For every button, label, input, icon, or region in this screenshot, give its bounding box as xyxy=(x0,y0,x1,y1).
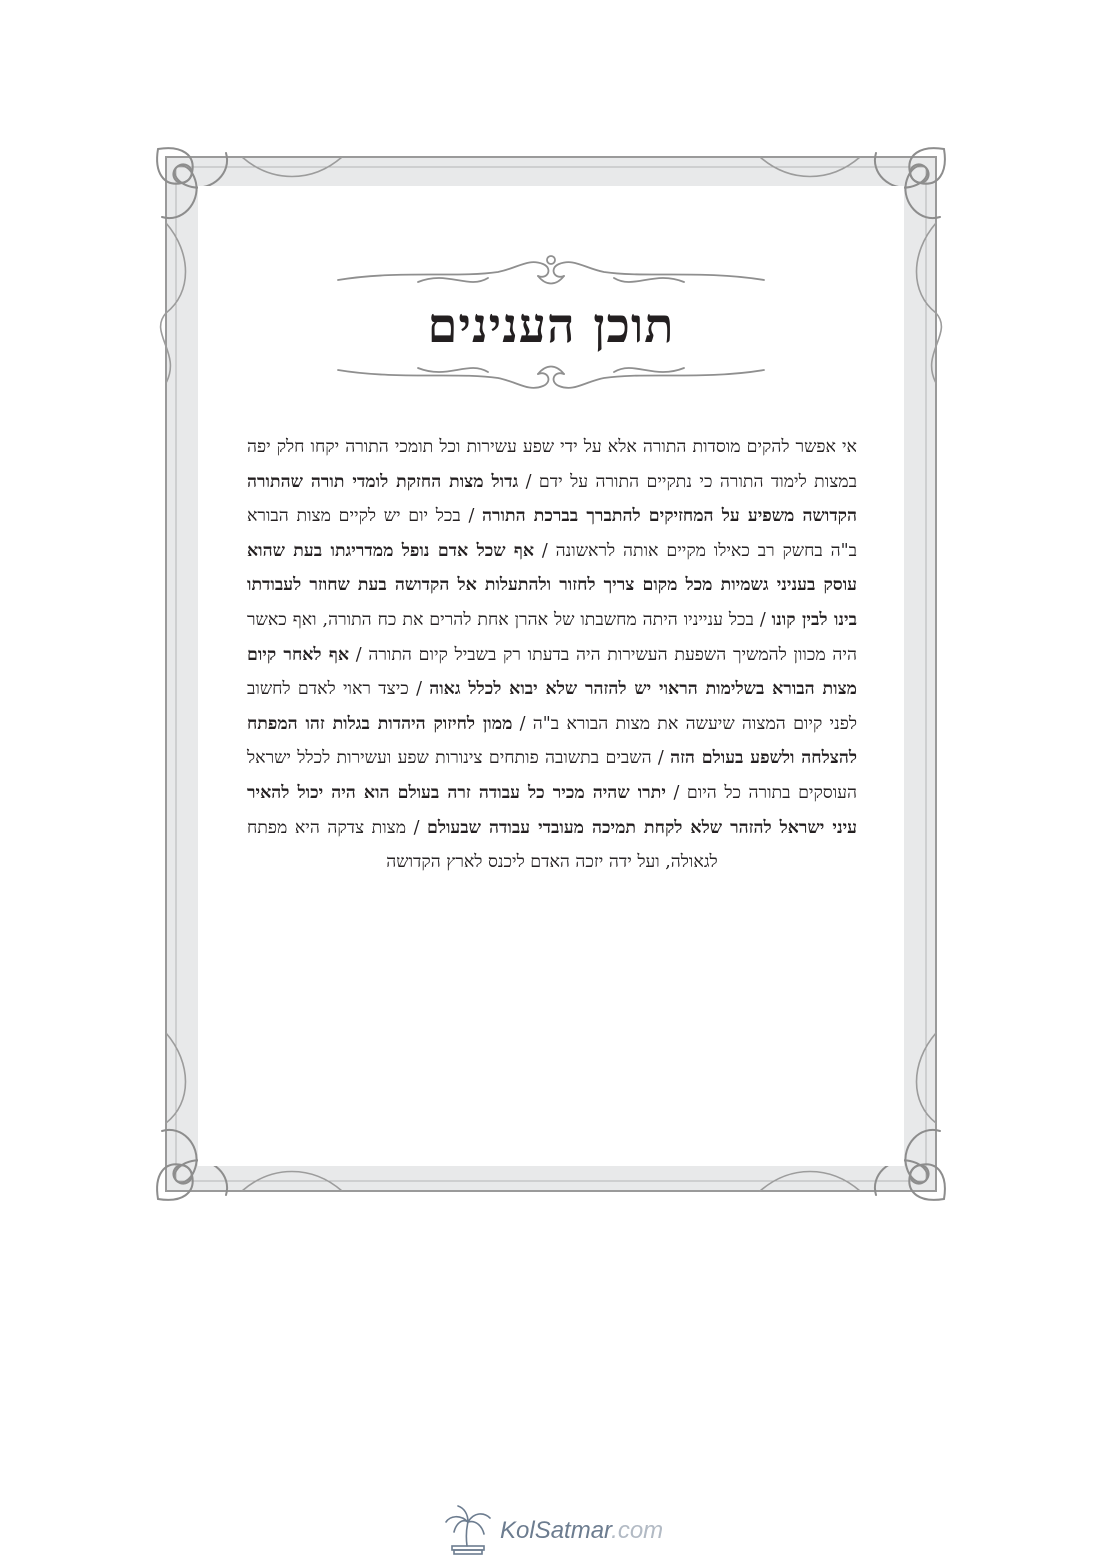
text-segment-bold: ממון לחיזוק היהדות בגלות זהו המפתח להצלחה ולשפע בעולם הזה xyxy=(247,713,857,769)
text-segment-bold: יתרו שהיה מכיר כל עבודה זרה בעולם הוא היה יכול להאיר עיני ישראל להזהר שלא לקחת תמיכה מעובדי עבודה שבעולם xyxy=(247,782,858,838)
text-segment-bold: גדול מצות החזקת לומדי תורה שהתורה הקדושה משפיע על המחזיקים להתברך בברכת התורה xyxy=(247,471,857,527)
palm-tree-books-icon xyxy=(440,1502,496,1558)
text-segment: / מצות צדקה היא מפתח לגאולה, ועל ידה יזכה האדם ליכנס לארץ הקדושה xyxy=(247,817,718,873)
page-title: תוכן הענינים xyxy=(427,298,675,354)
brand-word: KolSatmar xyxy=(500,1517,612,1544)
title-block xyxy=(198,250,904,390)
brand-name xyxy=(500,1517,663,1545)
text-segment-bold: אף לאחר קיום מצות הבורא בשלימות הראוי יש להזהר שלא יבוא לכלל גאוה xyxy=(247,644,857,700)
contents-paragraph xyxy=(247,430,857,880)
text-segment: / בכל ענייניו היתה מחשבתו של אהרן אחת להרים את כח התורה, ואף כאשר היה מכוון להמשיך השפעת העשירות היה בדעתו רק בשביל קיום התורה / xyxy=(247,609,857,665)
text-segment: / השבים בתשובה פותחים צינורות שפע ועשירות לכלל ישראל העוסקים בתורה כל היום / xyxy=(247,748,857,803)
text-segment: / כיצד ראוי לאדם לחשוב לפני קיום המצוה שיעשה את מצות הבורא ב"ה / xyxy=(247,679,857,734)
text-segment: אי אפשר להקים מוסדות התורה אלא על ידי שפע עשירות וכל תומכי התורה יקחו חלק יפה במצות לימוד התורה כי נתקיים התורה על ידם / xyxy=(247,437,857,492)
brand-tld: .com xyxy=(611,1517,664,1544)
text-segment: / בכל יום יש לקיים מצות הבורא ב"ה בחשק רב כאילו מקיים אותה לראשונה / xyxy=(247,506,857,561)
footer-logo xyxy=(438,1500,678,1560)
text-segment-bold: אף שכל אדם נופל ממדריגתו בעת שהוא עוסק בעניני גשמיות מכל מקום צריך לחזור ולהתעלות אל הקדושה בעת שחוזר לעבודתו בינו לבין קונו xyxy=(247,540,858,630)
